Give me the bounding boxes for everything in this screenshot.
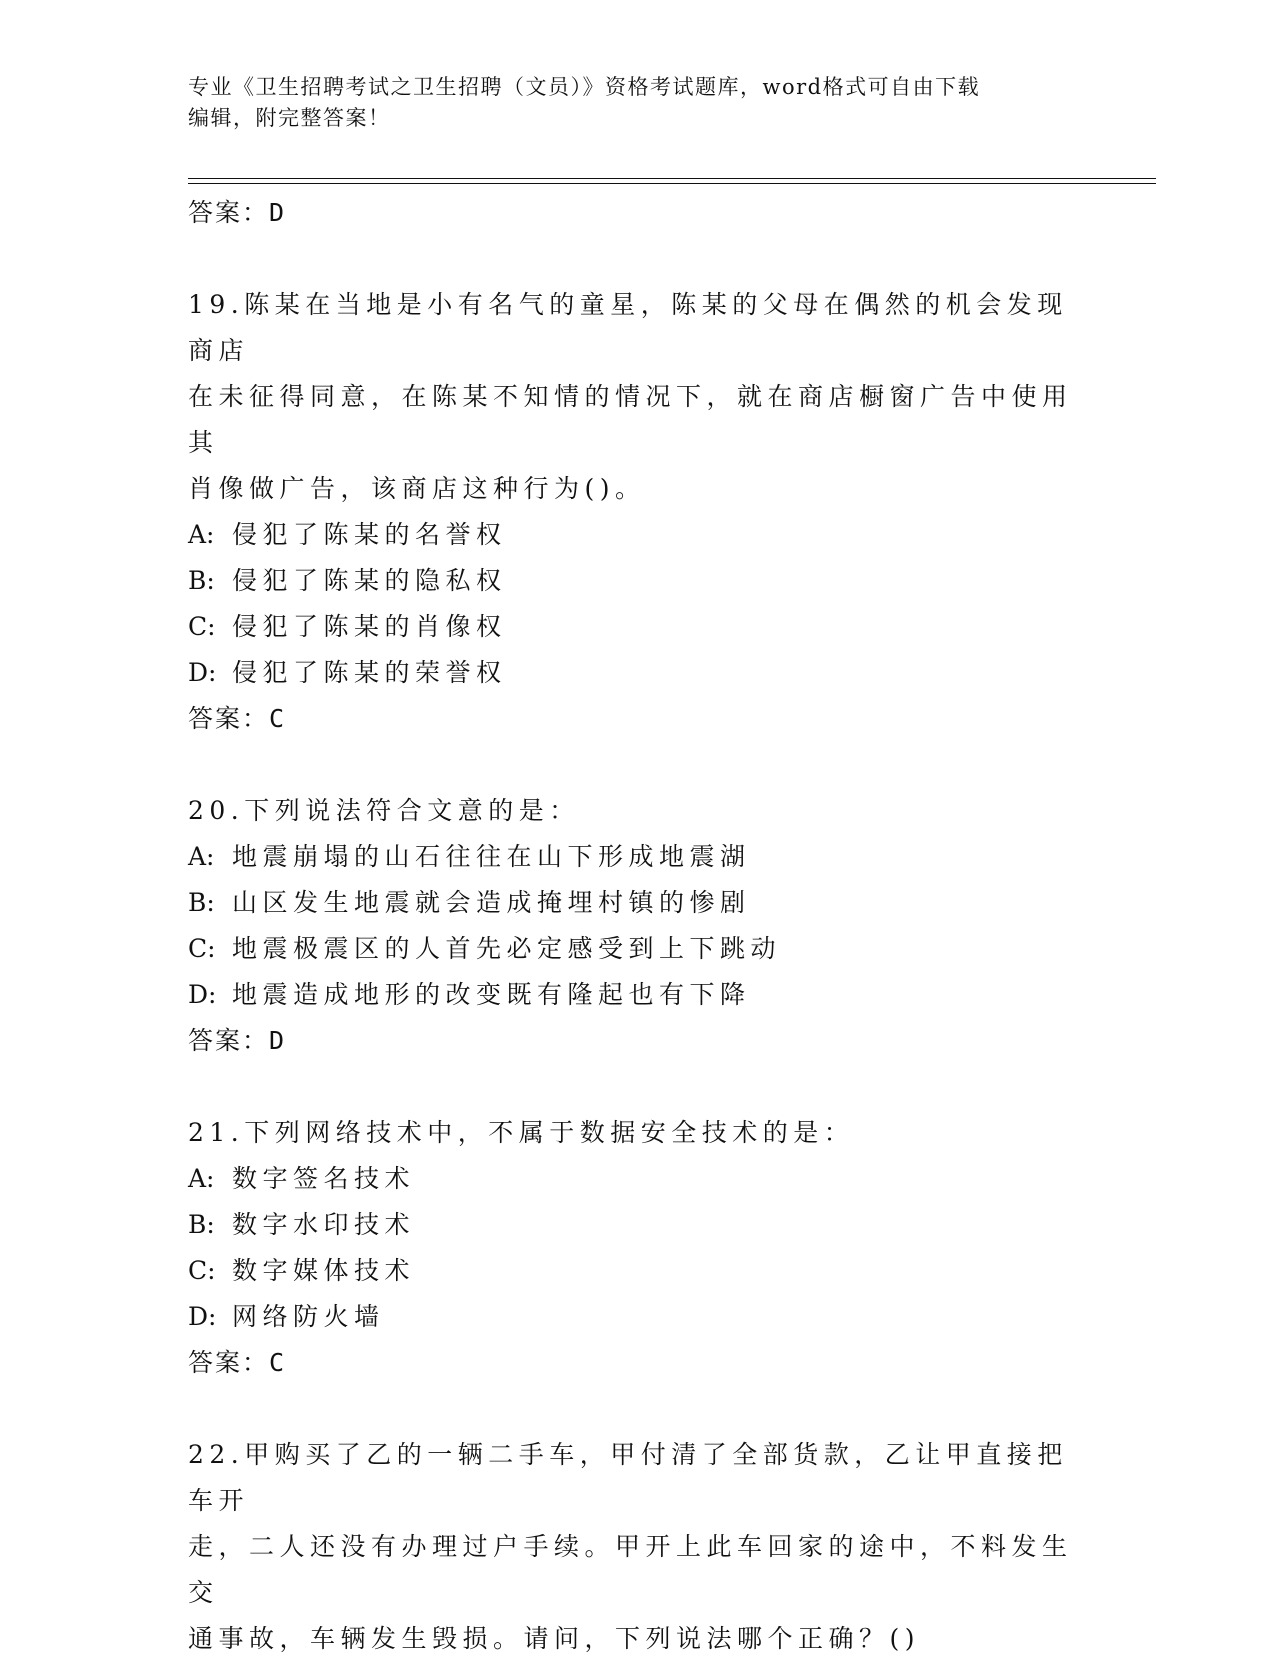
question-20 bbox=[188, 788, 1088, 1064]
option-text: 侵犯了陈某的荣誉权 bbox=[232, 658, 507, 687]
option-key: D: bbox=[188, 1302, 217, 1331]
option-key: A: bbox=[188, 1164, 215, 1193]
option-b bbox=[188, 558, 1088, 604]
question-22 bbox=[188, 1432, 1088, 1662]
answer-label: 答案： bbox=[188, 1348, 270, 1377]
option-b bbox=[188, 1202, 1088, 1248]
option-a bbox=[188, 834, 1088, 880]
answer-line bbox=[188, 190, 1088, 236]
document-body bbox=[188, 190, 1088, 1662]
document-header bbox=[188, 72, 1088, 134]
option-key: A: bbox=[188, 520, 215, 549]
option-d bbox=[188, 972, 1088, 1018]
header-divider bbox=[188, 178, 1156, 179]
answer-label: 答案： bbox=[188, 198, 270, 227]
header-divider-double bbox=[188, 183, 1156, 184]
answer-value: C bbox=[269, 704, 287, 733]
question-text-line: 20.下列说法符合文意的是： bbox=[188, 796, 580, 825]
option-text: 数字签名技术 bbox=[232, 1164, 416, 1193]
option-key: C: bbox=[188, 1256, 216, 1285]
option-b bbox=[188, 880, 1088, 926]
header-line-2: 编辑，附完整答案！ bbox=[188, 106, 391, 130]
option-text: 数字水印技术 bbox=[232, 1210, 416, 1239]
answer-value: D bbox=[269, 1026, 287, 1055]
option-key: D: bbox=[188, 980, 217, 1009]
option-c bbox=[188, 926, 1088, 972]
option-text: 地震极震区的人首先必定感受到上下跳动 bbox=[232, 934, 782, 963]
option-d bbox=[188, 650, 1088, 696]
answer-value: C bbox=[269, 1348, 287, 1377]
answer-label: 答案： bbox=[188, 704, 270, 733]
question-text-line: 在未征得同意，在陈某不知情的情况下，就在商店橱窗广告中使用其 bbox=[188, 382, 1073, 457]
option-text: 地震造成地形的改变既有隆起也有下降 bbox=[232, 980, 751, 1009]
option-text: 网络防火墙 bbox=[232, 1302, 385, 1331]
option-key: B: bbox=[188, 1210, 215, 1239]
option-text: 地震崩塌的山石往往在山下形成地震湖 bbox=[232, 842, 751, 871]
option-d bbox=[188, 1294, 1088, 1340]
option-text: 侵犯了陈某的肖像权 bbox=[232, 612, 507, 641]
option-a bbox=[188, 512, 1088, 558]
option-text: 数字媒体技术 bbox=[232, 1256, 416, 1285]
answer-value: D bbox=[269, 198, 287, 227]
question-text-line: 通事故，车辆发生毁损。请问，下列说法哪个正确？() bbox=[188, 1624, 921, 1653]
question-text-line: 19.陈某在当地是小有名气的童星，陈某的父母在偶然的机会发现商店 bbox=[188, 290, 1068, 365]
option-key: B: bbox=[188, 566, 215, 595]
question-19 bbox=[188, 282, 1088, 742]
question-21 bbox=[188, 1110, 1088, 1386]
answer-line bbox=[188, 1340, 1088, 1386]
option-key: D: bbox=[188, 658, 217, 687]
option-a bbox=[188, 1156, 1088, 1202]
question-text-line: 22.甲购买了乙的一辆二手车，甲付清了全部货款，乙让甲直接把车开 bbox=[188, 1440, 1068, 1515]
question-text-line: 走，二人还没有办理过户手续。甲开上此车回家的途中，不料发生交 bbox=[188, 1532, 1073, 1607]
answer-line bbox=[188, 1018, 1088, 1064]
option-key: C: bbox=[188, 934, 216, 963]
option-c bbox=[188, 1248, 1088, 1294]
header-line-1: 专业《卫生招聘考试之卫生招聘（文员）》资格考试题库，word格式可自由下载 bbox=[188, 75, 981, 99]
question-text-line: 肖像做广告，该商店这种行为()。 bbox=[188, 474, 646, 503]
option-c bbox=[188, 604, 1088, 650]
answer-line bbox=[188, 696, 1088, 742]
option-text: 山区发生地震就会造成掩埋村镇的惨剧 bbox=[232, 888, 751, 917]
option-key: C: bbox=[188, 612, 216, 641]
option-key: B: bbox=[188, 888, 215, 917]
question-text-line: 21.下列网络技术中，不属于数据安全技术的是： bbox=[188, 1118, 855, 1147]
option-text: 侵犯了陈某的名誉权 bbox=[232, 520, 507, 549]
option-key: A: bbox=[188, 842, 215, 871]
answer-label: 答案： bbox=[188, 1026, 270, 1055]
option-text: 侵犯了陈某的隐私权 bbox=[232, 566, 507, 595]
